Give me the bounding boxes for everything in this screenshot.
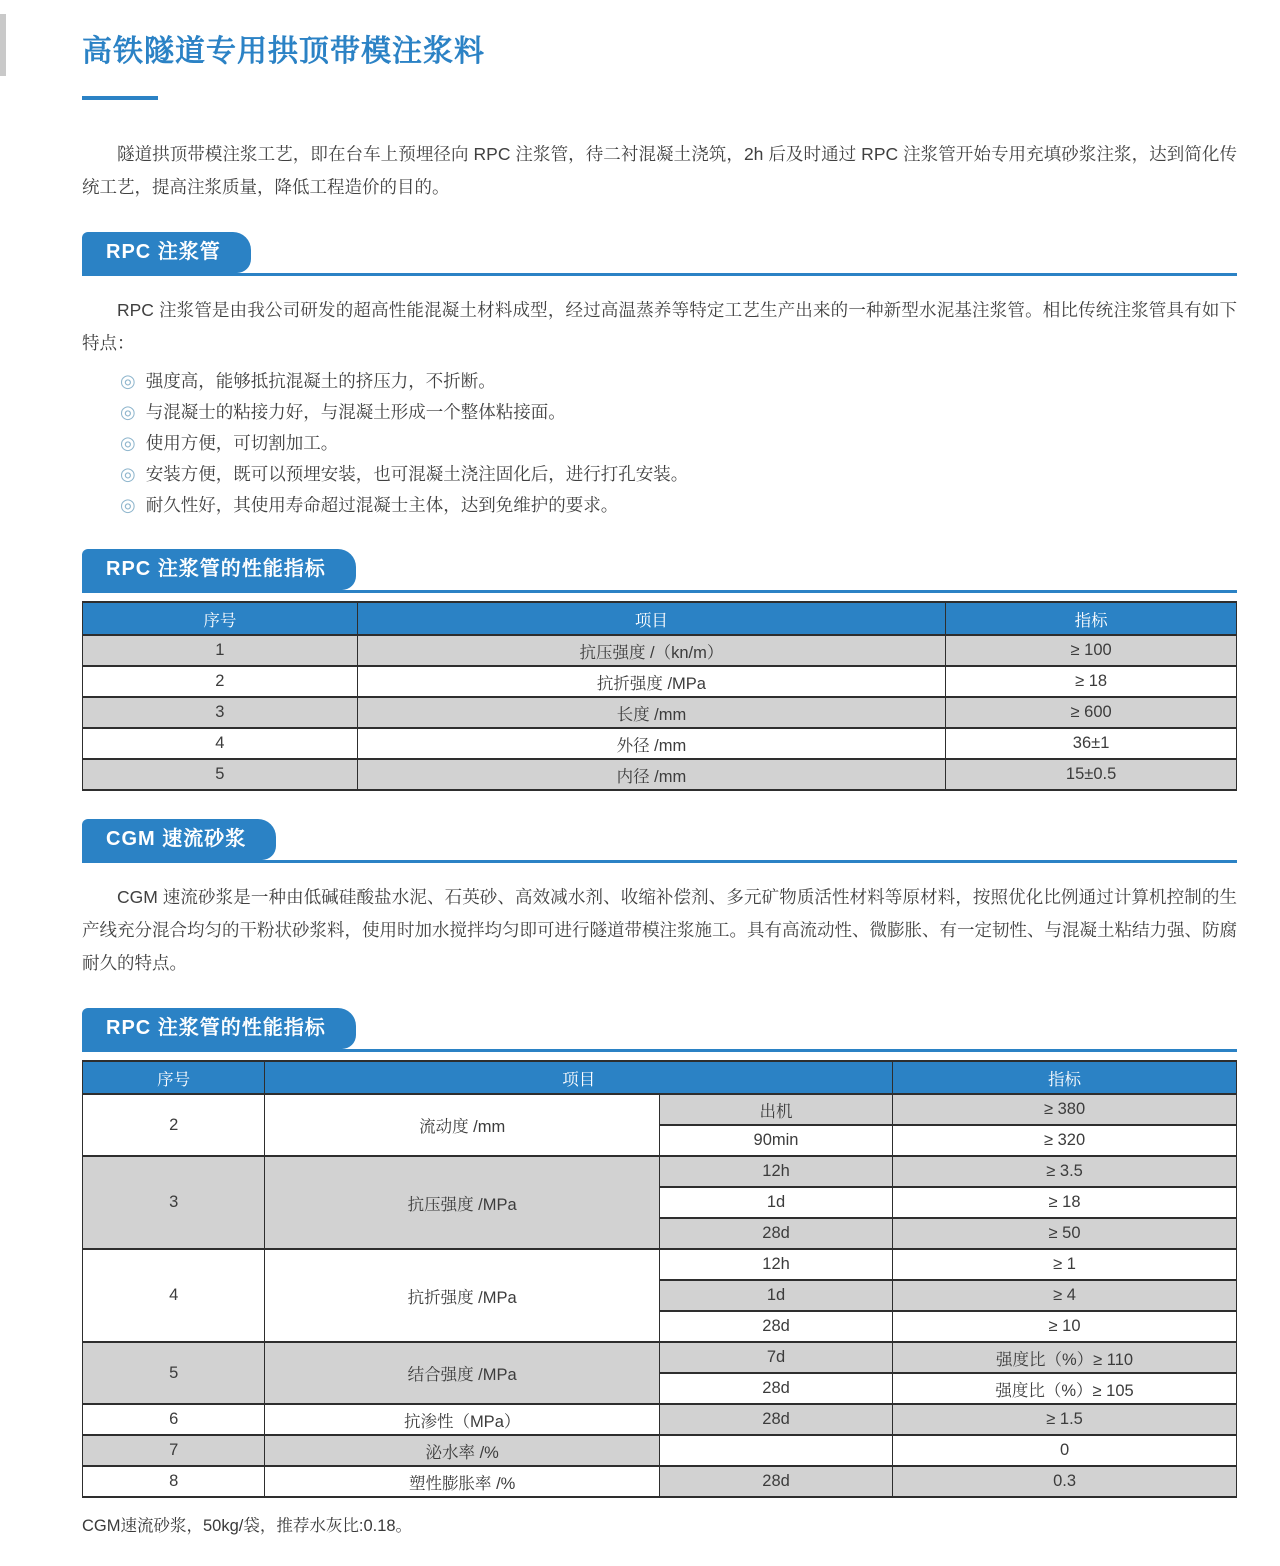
feature-text: 耐久性好，其使用寿命超过混凝士主体，达到免维护的要求。 [145, 495, 619, 515]
item-cell: 泌水率 /% [265, 1435, 660, 1466]
cgm-mortar-spec-table [82, 1060, 1237, 1498]
table-row [83, 1342, 1237, 1373]
feature-text: 与混凝士的粘接力好，与混凝土形成一个整体粘接面。 [145, 402, 566, 422]
table-header-row [83, 602, 1237, 635]
condition-cell: 28d [659, 1218, 892, 1249]
table-row [83, 635, 1237, 666]
section-tab-cgm-table: RPC 注浆管的性能指标 [82, 1008, 356, 1049]
table-row [83, 1466, 1237, 1497]
double-circle-bullet-icon: ◎ [120, 464, 136, 484]
value-cell: ≥ 50 [893, 1218, 1237, 1249]
condition-cell [659, 1435, 892, 1466]
feature-bullet [120, 459, 1237, 490]
value-cell: 0.3 [893, 1466, 1237, 1497]
footer-note: CGM速流砂浆，50kg/袋，推荐水灰比:0.18。 [82, 1517, 413, 1535]
table-row [83, 1404, 1237, 1435]
section-tab-rpc-table: RPC 注浆管的性能指标 [82, 549, 356, 590]
item-cell: 抗压强度 /（kn/m） [357, 635, 946, 666]
value-cell: ≥ 320 [893, 1125, 1237, 1156]
column-header: 指标 [893, 1061, 1237, 1094]
table-row [83, 759, 1237, 790]
column-header: 序号 [83, 1061, 265, 1094]
value-cell: ≥ 18 [893, 1187, 1237, 1218]
column-header: 序号 [83, 602, 358, 635]
item-cell: 结合强度 /MPa [265, 1342, 660, 1404]
condition-cell: 28d [659, 1466, 892, 1497]
value-cell: ≥ 380 [893, 1094, 1237, 1125]
feature-list [120, 366, 1237, 521]
row-number-cell: 8 [83, 1466, 265, 1497]
condition-cell: 12h [659, 1156, 892, 1187]
item-cell: 抗压强度 /MPa [265, 1156, 660, 1249]
section-tab-cgm: CGM 速流砂浆 [82, 819, 276, 860]
value-cell: ≥ 18 [946, 666, 1237, 697]
item-cell: 抗折强度 /MPa [357, 666, 946, 697]
rpc-pipe-paragraph: RPC 注浆管是由我公司研发的超高性能混凝土材料成型，经过高温蒸养等特定工艺生产出来的一种新型水泥基注浆管。相比传统注浆管具有如下特点： [82, 300, 1237, 353]
column-header: 指标 [946, 602, 1237, 635]
feature-bullet [120, 366, 1237, 397]
column-header: 项目 [265, 1061, 893, 1094]
item-cell: 内径 /mm [357, 759, 946, 790]
page-title: 高铁隧道专用拱顶带模注浆料 [82, 35, 485, 68]
value-cell: ≥ 10 [893, 1311, 1237, 1342]
value-cell: ≥ 4 [893, 1280, 1237, 1311]
item-cell: 抗渗性（MPa） [265, 1404, 660, 1435]
value-cell: ≥ 3.5 [893, 1156, 1237, 1187]
intro-paragraph: 隧道拱顶带模注浆工艺，即在台车上预埋径向 RPC 注浆管，待二衬混凝土浇筑，2h 后及时通过 RPC 注浆管开始专用充填砂浆注浆，达到简化传统工艺，提高注浆质量，降低工程造价的目的。 [82, 144, 1237, 197]
item-cell: 塑性膨胀率 /% [265, 1466, 660, 1497]
value-cell: 强度比（%）≥ 105 [893, 1373, 1237, 1404]
double-circle-bullet-icon: ◎ [120, 371, 136, 391]
row-number-cell: 1 [83, 635, 358, 666]
feature-bullet [120, 428, 1237, 459]
section-header-rpc-table [82, 549, 1237, 593]
row-number-cell: 5 [83, 759, 358, 790]
scan-edge-artifact [0, 14, 6, 76]
condition-cell: 7d [659, 1342, 892, 1373]
condition-cell: 1d [659, 1187, 892, 1218]
value-cell: 强度比（%）≥ 110 [893, 1342, 1237, 1373]
feature-text: 强度高，能够抵抗混凝土的挤压力，不折断。 [145, 371, 496, 391]
row-number-cell: 4 [83, 728, 358, 759]
condition-cell: 28d [659, 1311, 892, 1342]
row-number-cell: 3 [83, 1156, 265, 1249]
feature-bullet [120, 397, 1237, 428]
item-cell: 长度 /mm [357, 697, 946, 728]
section-header-cgm [82, 819, 1237, 863]
feature-bullet [120, 490, 1237, 521]
row-number-cell: 5 [83, 1342, 265, 1404]
value-cell: 15±0.5 [946, 759, 1237, 790]
section-header-cgm-table [82, 1008, 1237, 1052]
condition-cell: 1d [659, 1280, 892, 1311]
table-row [83, 728, 1237, 759]
row-number-cell: 2 [83, 1094, 265, 1156]
item-cell: 抗折强度 /MPa [265, 1249, 660, 1342]
condition-cell: 28d [659, 1373, 892, 1404]
table-row [83, 1249, 1237, 1280]
double-circle-bullet-icon: ◎ [120, 433, 136, 453]
value-cell: ≥ 100 [946, 635, 1237, 666]
table-row [83, 697, 1237, 728]
row-number-cell: 6 [83, 1404, 265, 1435]
table-row [83, 1435, 1237, 1466]
section-header-rpc-pipe [82, 232, 1237, 276]
condition-cell: 90min [659, 1125, 892, 1156]
value-cell: ≥ 1 [893, 1249, 1237, 1280]
condition-cell: 28d [659, 1404, 892, 1435]
table-row [83, 666, 1237, 697]
feature-text: 安装方便，既可以预埋安装，也可混凝土浇注固化后，进行打孔安装。 [145, 464, 689, 484]
feature-text: 使用方便，可切割加工。 [145, 433, 339, 453]
condition-cell: 出机 [659, 1094, 892, 1125]
value-cell: ≥ 1.5 [893, 1404, 1237, 1435]
double-circle-bullet-icon: ◎ [120, 402, 136, 422]
double-circle-bullet-icon: ◎ [120, 495, 136, 515]
value-cell: 0 [893, 1435, 1237, 1466]
row-number-cell: 3 [83, 697, 358, 728]
section-tab-rpc-pipe: RPC 注浆管 [82, 232, 251, 273]
table-row [83, 1094, 1237, 1125]
condition-cell: 12h [659, 1249, 892, 1280]
value-cell: ≥ 600 [946, 697, 1237, 728]
row-number-cell: 2 [83, 666, 358, 697]
table-header-row [83, 1061, 1237, 1094]
value-cell: 36±1 [946, 728, 1237, 759]
item-cell: 流动度 /mm [265, 1094, 660, 1156]
title-underline [82, 96, 158, 100]
item-cell: 外径 /mm [357, 728, 946, 759]
row-number-cell: 7 [83, 1435, 265, 1466]
column-header: 项目 [357, 602, 946, 635]
table-row [83, 1156, 1237, 1187]
cgm-paragraph: CGM 速流砂浆是一种由低碱硅酸盐水泥、石英砂、高效减水剂、收缩补偿剂、多元矿物质活性材料等原材料，按照优化比例通过计算机控制的生产线充分混合均匀的干粉状砂浆料，使用时加水搅拌均匀即可进行隧道带模注浆施工。具有高流动性、微膨胀、有一定韧性、与混凝土粘结力强、防腐耐久的特点。 [82, 887, 1237, 973]
rpc-pipe-spec-table [82, 601, 1237, 791]
row-number-cell: 4 [83, 1249, 265, 1342]
